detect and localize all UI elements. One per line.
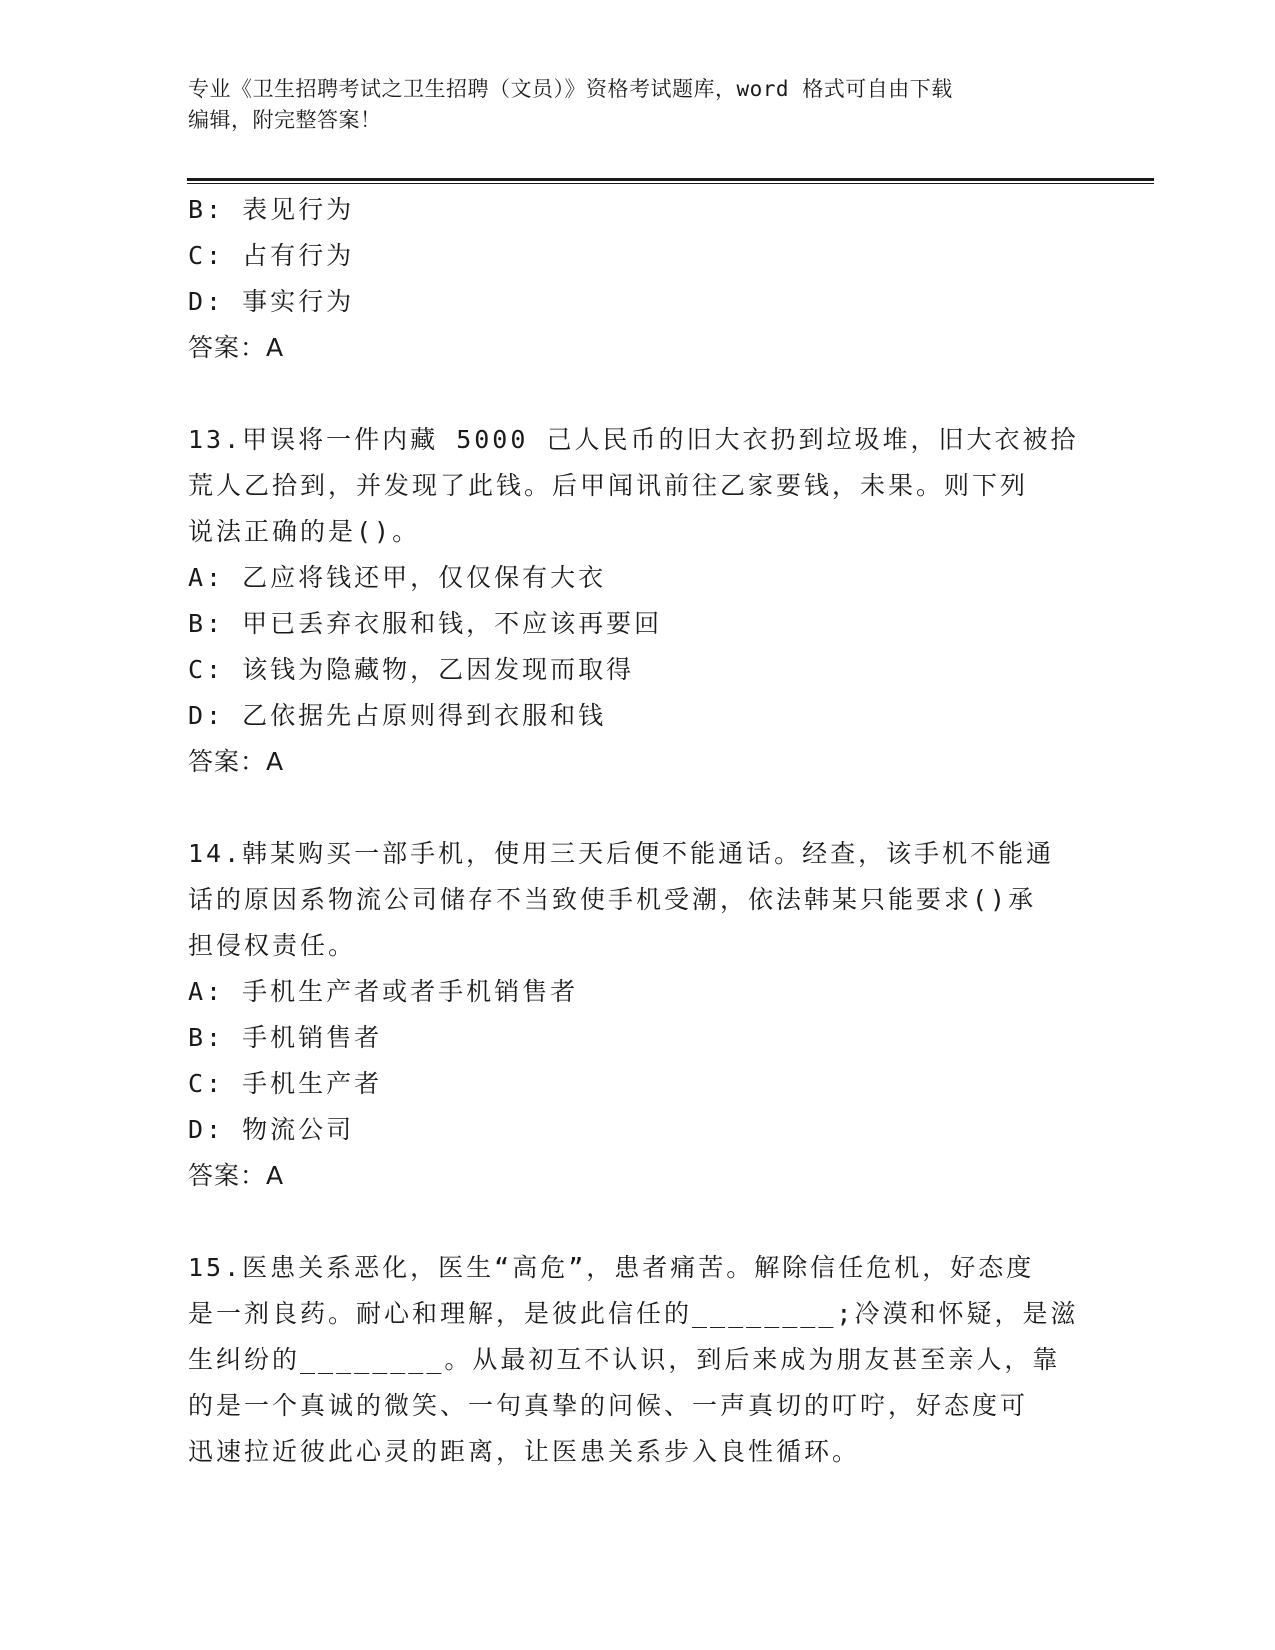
option-b: B: 表见行为 xyxy=(188,195,355,224)
question-text-line: 是一剂良药。耐心和理解，是彼此信任的________;冷漠和怀疑，是滋 xyxy=(188,1299,1079,1328)
question-text-line: 荒人乙拾到，并发现了此钱。后甲闻讯前往乙家要钱，未果。则下列 xyxy=(188,471,1029,500)
question-13 xyxy=(188,417,1088,785)
option-a: A: 乙应将钱还甲，仅仅保有大衣 xyxy=(188,563,607,592)
option-b: B: 手机销售者 xyxy=(188,1023,383,1052)
option-c: C: 该钱为隐藏物，乙因发现而取得 xyxy=(188,655,635,684)
question-12-tail xyxy=(188,187,1088,371)
question-text-line: 说法正确的是()。 xyxy=(188,517,421,546)
question-text-line: 14.韩某购买一部手机，使用三天后便不能通话。经查，该手机不能通 xyxy=(188,839,1055,868)
question-14 xyxy=(188,831,1088,1199)
header-rule-thick xyxy=(187,178,1154,181)
option-b: B: 甲已丢弃衣服和钱，不应该再要回 xyxy=(188,609,663,638)
question-15 xyxy=(188,1245,1088,1475)
question-text-line: 担侵权责任。 xyxy=(188,931,357,960)
option-d: D: 事实行为 xyxy=(188,287,355,316)
option-d: D: 乙依据先占原则得到衣服和钱 xyxy=(188,701,607,730)
document-header xyxy=(188,74,1068,136)
question-text-line: 的是一个真诚的微笑、一句真挚的问候、一声真切的叮咛，好态度可 xyxy=(188,1391,1029,1420)
answer: 答案：A xyxy=(188,333,285,362)
answer: 答案：A xyxy=(188,1161,285,1190)
spacer xyxy=(188,371,1088,417)
question-text-line: 迅速拉近彼此心灵的距离，让医患关系步入良性循环。 xyxy=(188,1437,861,1466)
header-line-1: 专业《卫生招聘考试之卫生招聘（文员）》资格考试题库，word 格式可自由下载 xyxy=(188,77,953,101)
header-line-2: 编辑，附完整答案！ xyxy=(188,108,382,132)
question-text-line: 13.甲误将一件内藏 5000 己人民币的旧大衣扔到垃圾堆，旧大衣被拾 xyxy=(188,425,1079,454)
question-text-line: 生纠纷的________。从最初互不认识，到后来成为朋友甚至亲人，靠 xyxy=(188,1345,1061,1374)
option-d: D: 物流公司 xyxy=(188,1115,355,1144)
question-text-line: 话的原因系物流公司储存不当致使手机受潮，依法韩某只能要求()承 xyxy=(188,885,1037,914)
spacer xyxy=(188,1199,1088,1245)
option-c: C: 手机生产者 xyxy=(188,1069,383,1098)
question-content xyxy=(188,187,1088,1475)
option-c: C: 占有行为 xyxy=(188,241,355,270)
spacer xyxy=(188,785,1088,831)
option-a: A: 手机生产者或者手机销售者 xyxy=(188,977,579,1006)
header-rule-thin xyxy=(187,183,1154,184)
question-text-line: 15.医患关系恶化，医生“高危”，患者痛苦。解除信任危机，好态度 xyxy=(188,1253,1035,1282)
answer: 答案：A xyxy=(188,747,285,776)
